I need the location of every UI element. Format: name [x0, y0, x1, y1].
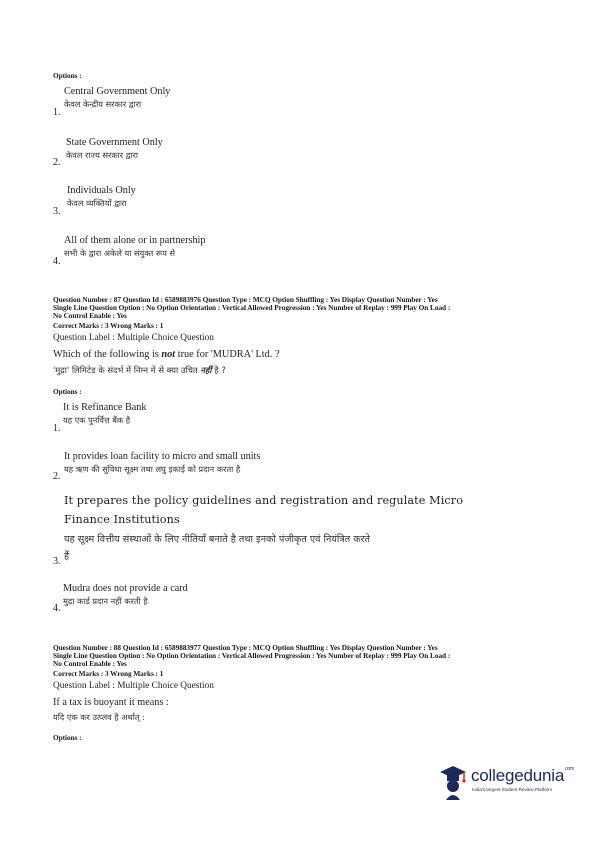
q87-question-hi-emphasis: नहीं — [200, 365, 212, 375]
q87-option-1-num: 1. — [53, 423, 61, 434]
option-2-en: State Government Only — [66, 137, 163, 148]
q87-question-hi-pre: 'मुद्रा' लिमिटेड के संदर्भ में निम्न में से क्या उचित — [53, 365, 201, 375]
q87-meta-line3: No Control Enable : Yes — [53, 311, 127, 320]
q87-question-en-post: true for 'MUDRA' Ltd. ? — [175, 349, 280, 360]
q87-option-3-en-line1: It prepares the policy guidelines and registration and regulate Micro — [64, 494, 464, 507]
option-2-num: 2. — [53, 157, 61, 168]
q87-option-4-num: 4. — [53, 603, 61, 614]
q87-question-en-pre: Which of the following is — [53, 349, 162, 360]
option-2-hi: केवल राज्य सरकार द्वारा — [66, 150, 139, 160]
q87-question-en-emphasis: not — [161, 349, 176, 360]
q87-meta-line2: Single Line Question Option : No Option Orientation : Vertical Allowed Progression : Yes Number of Replay : 999 Play On Load : — [53, 303, 451, 312]
option-4-hi: सभी के द्वारा अकेले या संयुक्त रूप से — [64, 248, 176, 258]
option-1-hi: केवल केन्द्रीय सरकार द्वारा — [64, 99, 142, 109]
q88-meta-line2: Single Line Question Option : No Option Orientation : Vertical Allowed Progression : Yes Number of Replay : 999 Play On Load : — [53, 651, 451, 660]
q87-question-en — [53, 349, 280, 360]
q87-option-3-hi-line2: हैं — [64, 551, 70, 562]
q88-meta-line3: No Control Enable : Yes — [53, 659, 127, 668]
option-1-en: Central Government Only — [64, 86, 171, 97]
options-label: Options : — [53, 71, 82, 80]
q87-question-hi-post: है ? — [211, 365, 226, 375]
option-4-en: All of them alone or in partnership — [64, 235, 206, 246]
option-4-num: 4. — [53, 256, 61, 267]
q87-options-label: Options : — [53, 387, 82, 396]
q87-meta-line1: Question Number : 87 Question Id : 6589883976 Question Type : MCQ Option Shuffling : Yes Display Question Number : Yes — [53, 295, 438, 304]
q88-marks: Correct Marks : 3 Wrong Marks : 1 — [53, 669, 164, 678]
logo-wordmark — [471, 766, 574, 786]
q87-option-2-num: 2. — [53, 471, 61, 482]
q88-options-label: Options : — [53, 733, 82, 742]
q88-label: Question Label : Multiple Choice Question — [53, 681, 214, 691]
q87-option-3-num: 3. — [53, 556, 61, 567]
q88-meta-line1: Question Number : 88 Question Id : 6589883977 Question Type : MCQ Option Shuffling : Yes Display Question Number : Yes — [53, 643, 438, 652]
q87-marks: Correct Marks : 3 Wrong Marks : 1 — [53, 321, 164, 330]
q87-option-3-hi-line1: यह सूक्ष्म वित्तीय संस्थाओं के लिए नीतियाँ बनाते है तथा इनको पंजीकृत एवं नियंत्रित करते — [64, 534, 370, 545]
q87-option-2-en: It provides loan facility to micro and small units — [64, 451, 261, 462]
option-1-num: 1. — [53, 107, 61, 118]
collegedunia-logo — [438, 762, 588, 812]
q87-option-2-hi: यह ऋण की सुविधा सूक्ष्म तथा लघु इकाई को प्रदान करता है — [64, 464, 241, 474]
q87-option-1-hi: यह एक पुनर्वित्त बैंक है — [63, 415, 131, 425]
q87-option-1-en: It is Refinance Bank — [63, 402, 147, 413]
q88-question-hi: यदि एक कर उत्प्लव है अर्थात् : — [53, 712, 145, 722]
q87-option-4-en: Mudra does not provide a card — [63, 583, 188, 594]
option-3-hi: केवल व्यक्तियों द्वारा — [67, 198, 127, 208]
q87-label: Question Label : Multiple Choice Question — [53, 333, 214, 343]
q87-question-hi — [53, 365, 226, 376]
q87-option-3-en-line2: Finance Institutions — [64, 513, 180, 526]
logo-suffix: com — [565, 766, 574, 772]
q87-option-4-hi: मुद्रा कार्ड प्रदान नहीं करती है — [63, 596, 148, 606]
graduate-cap-icon — [438, 762, 470, 800]
q88-question-en: If a tax is buoyant it means : — [53, 697, 169, 708]
logo-tagline: India's largest Student Review Platform — [472, 787, 553, 792]
option-3-num: 3. — [53, 206, 61, 217]
logo-name: collegedunia — [471, 766, 565, 785]
option-3-en: Individuals Only — [67, 185, 136, 196]
